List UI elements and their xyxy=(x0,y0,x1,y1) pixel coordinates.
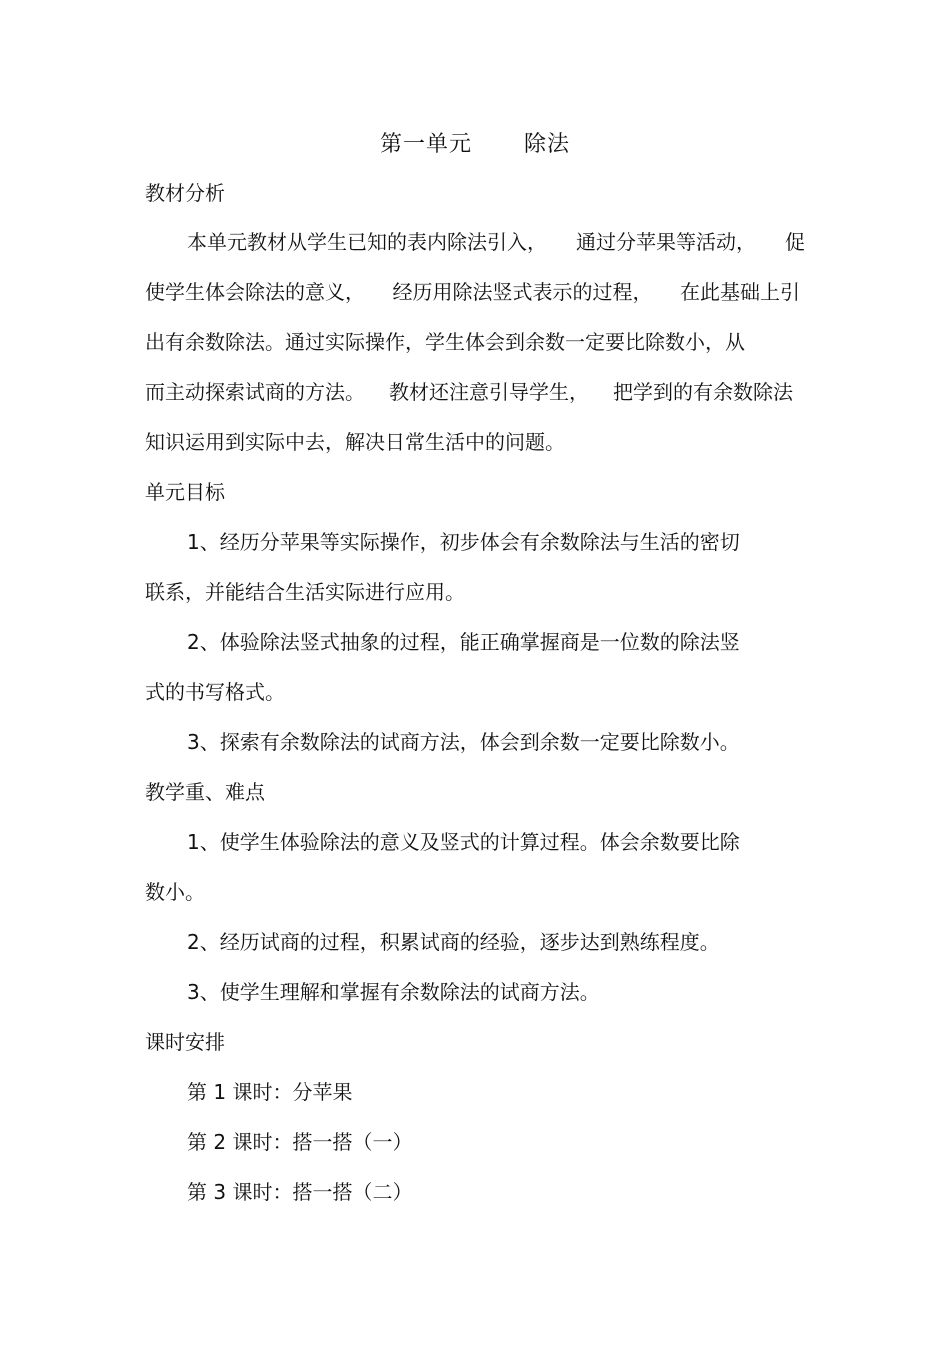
goals-line-1: 1、经历分苹果等实际操作，初步体会有余数除法与生活的密切 xyxy=(187,530,740,554)
analysis-line-4-part-3: 把学到的有余数除法 xyxy=(613,380,793,404)
analysis-line-4 xyxy=(145,377,793,407)
goals-line-2: 联系，并能结合生活实际进行应用。 xyxy=(145,580,465,604)
analysis-line-1-part-2: 通过分苹果等活动， xyxy=(576,230,756,254)
goals-line-5: 3、探索有余数除法的试商方法，体会到余数一定要比除数小。 xyxy=(187,730,740,754)
analysis-line-4-part-1: 而主动探索试商的方法。 xyxy=(145,380,365,404)
key-points-line-4: 3、使学生理解和掌握有余数除法的试商方法。 xyxy=(187,980,600,1004)
analysis-line-2 xyxy=(145,277,800,307)
title-unit: 第一单元 xyxy=(379,132,472,157)
section-heading-analysis: 教材分析 xyxy=(145,181,225,205)
title-topic: 除法 xyxy=(524,132,571,157)
schedule-line-2: 第 2 课时：搭一搭（一） xyxy=(187,1130,413,1154)
key-points-line-1: 1、使学生体验除法的意义及竖式的计算过程。体会余数要比除 xyxy=(187,830,740,854)
goals-line-4: 式的书写格式。 xyxy=(145,680,285,704)
analysis-line-2-part-2: 经历用除法竖式表示的过程， xyxy=(392,280,653,304)
key-points-line-2: 数小。 xyxy=(145,880,205,904)
analysis-line-2-part-1: 使学生体会除法的意义， xyxy=(145,280,365,304)
analysis-line-1-part-3: 促 xyxy=(785,230,805,254)
section-heading-goals: 单元目标 xyxy=(145,480,225,504)
analysis-line-1 xyxy=(187,227,805,257)
section-heading-key-points: 教学重、难点 xyxy=(145,780,265,804)
goals-line-3: 2、体验除法竖式抽象的过程，能正确掌握商是一位数的除法竖 xyxy=(187,630,740,654)
page-title xyxy=(0,127,950,158)
key-points-line-3: 2、经历试商的过程，积累试商的经验，逐步达到熟练程度。 xyxy=(187,930,720,954)
analysis-line-3: 出有余数除法。通过实际操作，学生体会到余数一定要比除数小，从 xyxy=(145,330,745,354)
analysis-line-1-part-1: 本单元教材从学生已知的表内除法引入， xyxy=(187,230,547,254)
analysis-line-2-part-3: 在此基础上引 xyxy=(680,280,800,304)
analysis-line-5: 知识运用到实际中去，解决日常生活中的问题。 xyxy=(145,430,565,454)
section-heading-schedule: 课时安排 xyxy=(145,1030,225,1054)
schedule-line-3: 第 3 课时：搭一搭（二） xyxy=(187,1180,413,1204)
schedule-line-1: 第 1 课时：分苹果 xyxy=(187,1080,353,1104)
analysis-line-4-part-2: 教材还注意引导学生， xyxy=(389,380,589,404)
